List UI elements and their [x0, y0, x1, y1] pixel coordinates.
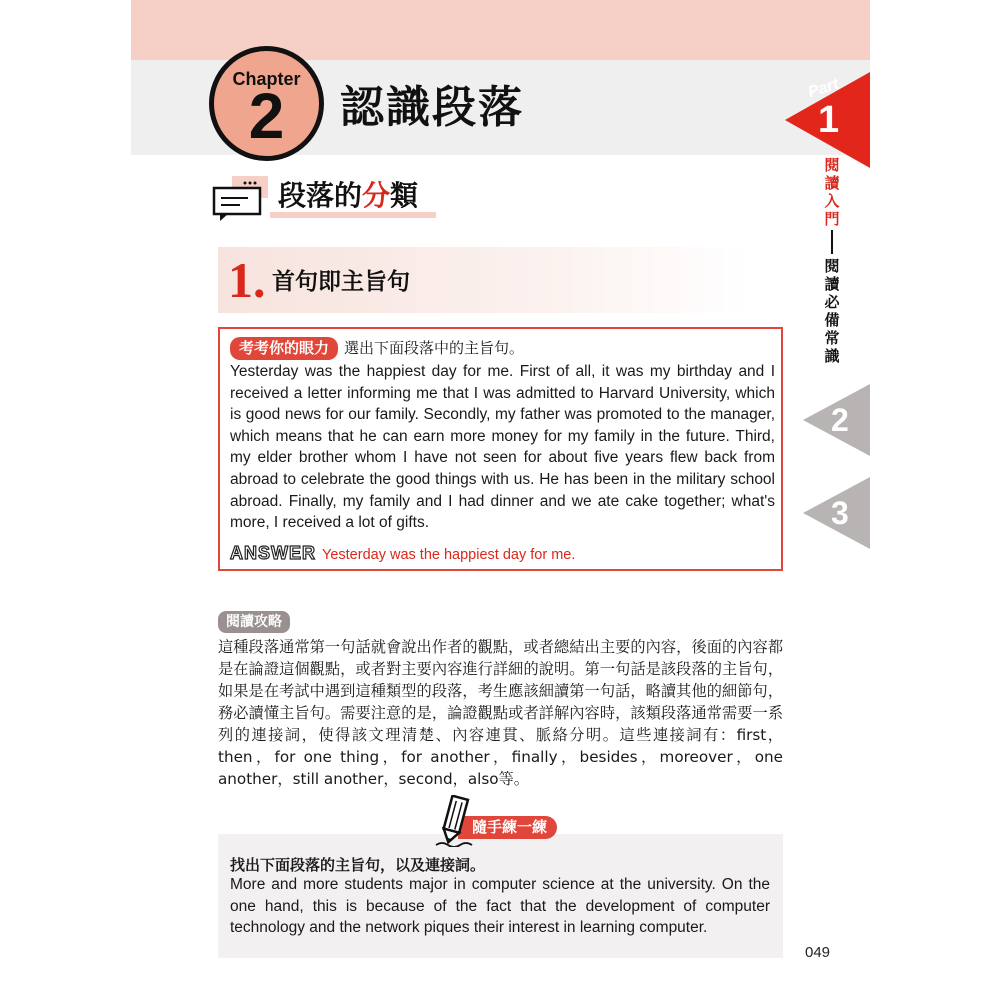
- section-title: [278, 176, 418, 216]
- title-dash: [831, 230, 833, 254]
- section-title-part2: 類: [390, 179, 419, 212]
- chapter-number: 2: [248, 80, 285, 152]
- speech-bubble-icon: [212, 174, 272, 222]
- part-3-label: Part: [820, 477, 849, 500]
- practice-paragraph: More and more students major in computer science at the university. On the one hand, this is because of the fact that the development of computer technology and the network piques their interest in learning computer.: [230, 876, 770, 937]
- chapter-badge: [209, 46, 324, 161]
- strategy-text: 這種段落通常第一句話就會說出作者的觀點，或者總結出主要的內容，後面的內容都是在論證這個觀點，或者對主要內容進行詳細的說明。第一句話是該段落的主旨句，如果是在考試中遇到這種類型的段落，考生應該細讀第一句話，略讀其他的細節句，務必讀懂主旨句。需要注意的是，論證觀點或者詳解內容時，該類段落通常需要一系列的連接詞，使得該文理清楚、內容連貫、脈絡分明。這些連接詞有：first，then，for one thing，for another，finally，besides，moreover，one another，still another，second，also等。: [218, 638, 783, 788]
- exercise-box: [218, 327, 783, 571]
- practice-box: [218, 834, 783, 958]
- practice-question: 找出下面段落的主旨句，以及連接詞。: [230, 856, 486, 874]
- answer-text: Yesterday was the happiest day for me.: [322, 547, 576, 563]
- subsection-number: 1.: [228, 252, 266, 308]
- exercise-tag: 考考你的眼力: [230, 337, 338, 360]
- practice-tag: 隨手練一練: [458, 816, 557, 839]
- part-1-label: Part: [805, 75, 841, 102]
- exercise-paragraph: Yesterday was the happiest day for me. First of all, it was my birthday and I received a letter informing me that I was admitted to Harvard University, which is good news for our family. Secondly, my father was promoted to the manager, which means that he can earn more money for my family in the future. Third, my elder brother whom I have not seen for about five years flew back from abroad to celebrate the good things with us. He has been in the military school abroad. Finally, my family and I had dinner and we ate cake together; what's more, I received a lot of gifts.: [230, 363, 775, 532]
- exercise-instruction: 選出下面段落中的主旨句。: [344, 339, 525, 357]
- strategy-tag: 閱讀攻略: [218, 611, 290, 633]
- part-1-number: 1: [818, 99, 840, 141]
- chapter-title: 認識段落: [340, 82, 524, 133]
- section-title-part1: 段落的: [278, 179, 363, 212]
- chapter-word: Chapter: [232, 69, 301, 89]
- answer-label: ANSWER: [230, 543, 316, 563]
- exercise-header: [230, 337, 524, 360]
- answer-row: [230, 542, 575, 566]
- subsection-title: 首句即主旨句: [272, 269, 410, 295]
- part-2-label: Part: [820, 384, 849, 407]
- part-2-number: 2: [831, 402, 849, 438]
- page-number: 049: [805, 944, 831, 961]
- part-1-subtitle: 閱讀必備常識: [824, 257, 840, 365]
- pencil-icon: [434, 795, 474, 847]
- part-1-title: 閱讀入門: [824, 156, 840, 228]
- part-3-number: 3: [831, 495, 849, 531]
- section-title-red: 分: [362, 179, 391, 212]
